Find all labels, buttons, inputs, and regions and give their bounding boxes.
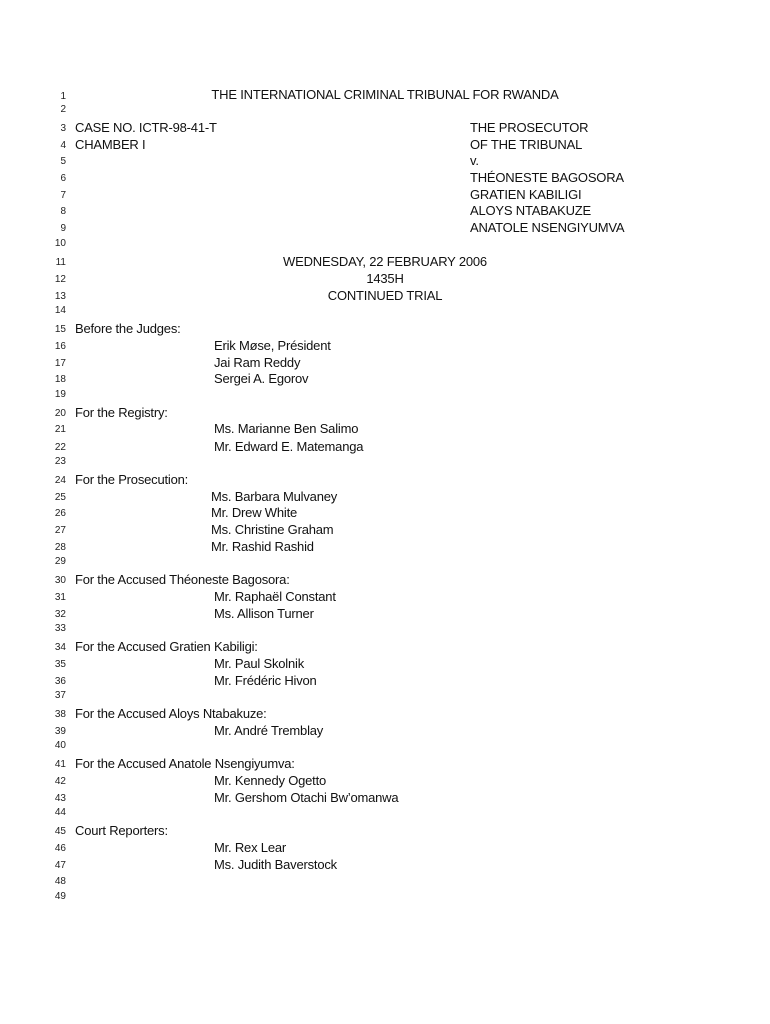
- party-line: THÉONESTE BAGOSORA: [470, 170, 624, 185]
- line-number: 39: [54, 726, 66, 737]
- prosecution-heading: For the Prosecution:: [75, 472, 189, 487]
- bagosora-counsel: Mr. Raphaël Constant: [214, 589, 336, 604]
- prosecution-name: Ms. Christine Graham: [211, 522, 334, 537]
- line-number: 41: [54, 759, 66, 770]
- reporter-name: Mr. Rex Lear: [214, 840, 287, 855]
- line-number: 29: [54, 556, 66, 567]
- party-line: ANATOLE NSENGIYUMVA: [470, 220, 625, 235]
- line-number: 31: [54, 592, 66, 603]
- chamber: CHAMBER I: [75, 137, 146, 152]
- line-number: 12: [54, 274, 66, 285]
- bagosora-heading: For the Accused Théoneste Bagosora:: [75, 572, 290, 587]
- line-number: 23: [54, 456, 66, 467]
- line-number: 1: [60, 91, 66, 102]
- nsengiyumva-counsel: Mr. Kennedy Ogetto: [214, 773, 327, 788]
- line-number: 48: [54, 876, 66, 887]
- line-number: 10: [54, 238, 66, 249]
- line-number: 14: [54, 305, 66, 316]
- line-number: 15: [54, 324, 66, 335]
- line-number: 21: [54, 424, 66, 435]
- judge-name: Erik Møse, Président: [214, 338, 331, 353]
- line-number: 43: [54, 793, 66, 804]
- line-number: 37: [54, 690, 66, 701]
- line-number: 18: [54, 374, 66, 385]
- line-number: 45: [54, 826, 66, 837]
- reporter-name: Ms. Judith Baverstock: [214, 857, 337, 872]
- registry-name: Ms. Marianne Ben Salimo: [214, 421, 359, 436]
- prosecution-name: Ms. Barbara Mulvaney: [211, 489, 338, 504]
- prosecution-name: Mr. Rashid Rashid: [211, 539, 314, 554]
- kabiligi-counsel: Mr. Frédéric Hivon: [214, 673, 317, 688]
- line-number: 24: [54, 475, 66, 486]
- registry-heading: For the Registry:: [75, 405, 168, 420]
- registry-name: Mr. Edward E. Matemanga: [214, 439, 364, 454]
- line-number: 9: [60, 223, 66, 234]
- line-number: 47: [54, 860, 66, 871]
- line-number: 36: [54, 676, 66, 687]
- line-number: 46: [54, 843, 66, 854]
- line-number: 30: [54, 575, 66, 586]
- line-number: 27: [54, 525, 66, 536]
- nsengiyumva-counsel: Mr. Gershom Otachi Bw’omanwa: [214, 790, 399, 805]
- ntabakuze-heading: For the Accused Aloys Ntabakuze:: [75, 706, 267, 721]
- line-number: 5: [60, 156, 66, 167]
- judges-heading: Before the Judges:: [75, 321, 181, 336]
- line-number: 40: [54, 740, 66, 751]
- party-line: ALOYS NTABAKUZE: [470, 203, 592, 218]
- party-line: OF THE TRIBUNAL: [470, 137, 583, 152]
- line-number: 20: [54, 408, 66, 419]
- line-number: 22: [54, 442, 66, 453]
- tribunal-title: THE INTERNATIONAL CRIMINAL TRIBUNAL FOR RWANDA: [211, 87, 559, 102]
- nsengiyumva-heading: For the Accused Anatole Nsengiyumva:: [75, 756, 295, 771]
- line-number: 26: [54, 508, 66, 519]
- line-number: 49: [54, 891, 66, 902]
- kabiligi-heading: For the Accused Gratien Kabiligi:: [75, 639, 258, 654]
- case-number: CASE NO. ICTR-98-41-T: [75, 120, 217, 135]
- session-type: CONTINUED TRIAL: [327, 288, 443, 303]
- bagosora-counsel: Ms. Allison Turner: [214, 606, 314, 621]
- line-number: 16: [54, 341, 66, 352]
- party-line: GRATIEN KABILIGI: [470, 187, 582, 202]
- line-number: 3: [60, 123, 66, 134]
- line-number: 35: [54, 659, 66, 670]
- ntabakuze-counsel: Mr. André Tremblay: [214, 723, 324, 738]
- line-number: 17: [54, 358, 66, 369]
- line-number: 19: [54, 389, 66, 400]
- line-number: 11: [55, 257, 66, 268]
- party-line: v.: [470, 153, 479, 168]
- line-number: 25: [54, 492, 66, 503]
- line-number: 32: [54, 609, 66, 620]
- line-number: 2: [60, 104, 66, 115]
- line-number: 7: [60, 190, 66, 201]
- session-date: WEDNESDAY, 22 FEBRUARY 2006: [283, 254, 487, 269]
- party-line: THE PROSECUTOR: [470, 120, 589, 135]
- judge-name: Jai Ram Reddy: [214, 355, 301, 370]
- line-number: 6: [60, 173, 66, 184]
- line-number: 44: [54, 807, 66, 818]
- line-number: 13: [54, 291, 66, 302]
- prosecution-name: Mr. Drew White: [211, 505, 298, 520]
- reporters-heading: Court Reporters:: [75, 823, 168, 838]
- kabiligi-counsel: Mr. Paul Skolnik: [214, 656, 305, 671]
- line-number: 8: [60, 206, 66, 217]
- judge-name: Sergei A. Egorov: [214, 371, 309, 386]
- line-number: 38: [54, 709, 66, 720]
- session-time: 1435H: [366, 271, 404, 286]
- line-number: 34: [54, 642, 66, 653]
- line-number: 33: [54, 623, 66, 634]
- line-number: 28: [54, 542, 66, 553]
- line-number: 42: [54, 776, 66, 787]
- line-number: 4: [60, 140, 66, 151]
